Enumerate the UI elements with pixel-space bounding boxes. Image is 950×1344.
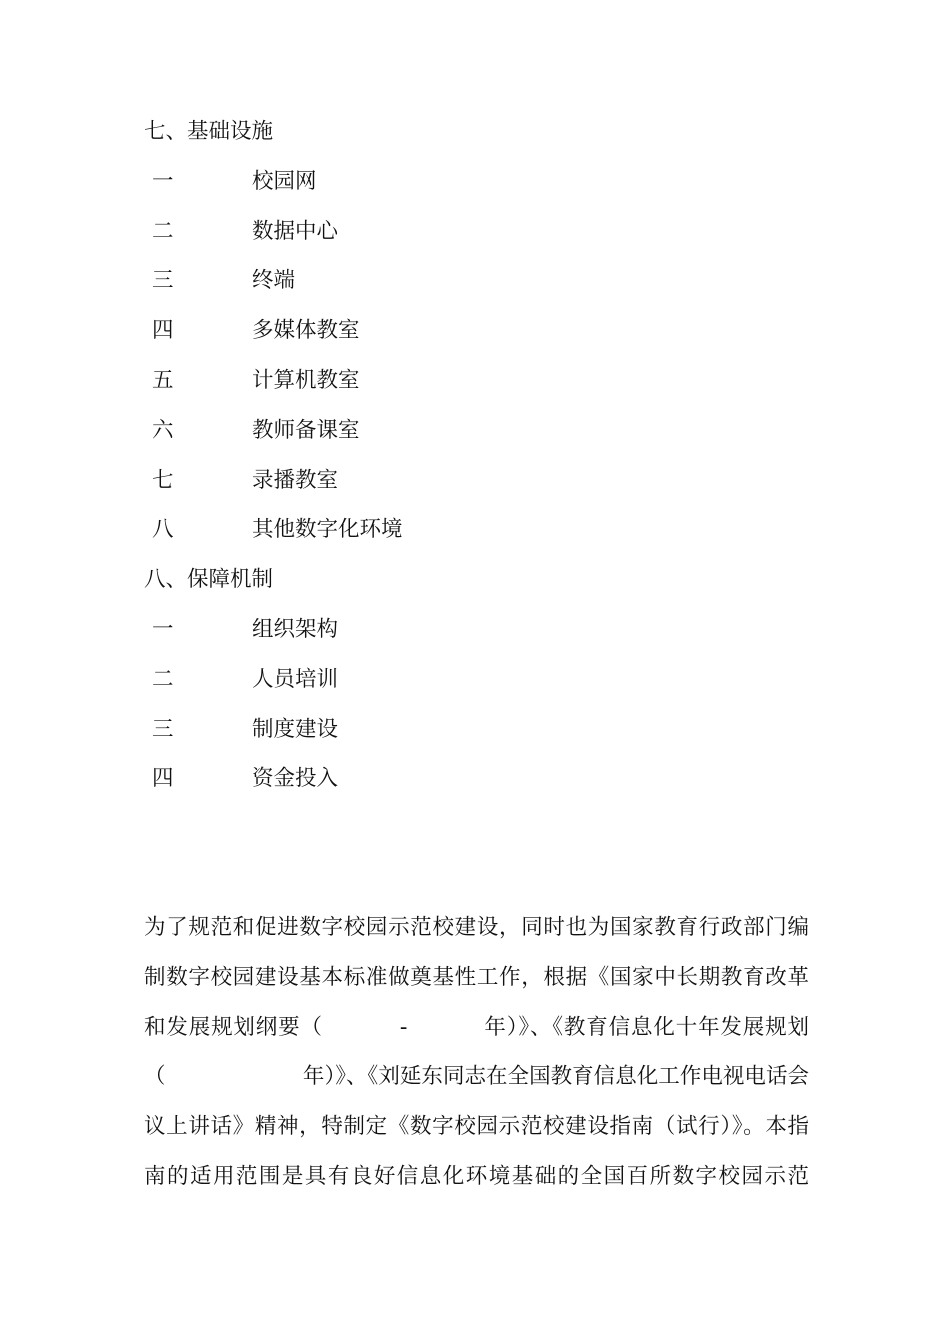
table-of-contents: [144, 113, 844, 810]
item-number: 四: [152, 766, 174, 792]
section-heading-infrastructure: 七、基础设施: [144, 119, 274, 144]
item-label: 计算机教室: [252, 367, 360, 393]
item-number: 一: [152, 168, 174, 194]
item-number: 四: [152, 318, 174, 344]
item-label: 组织架构: [252, 616, 339, 642]
toc-item: [144, 163, 844, 213]
toc-item: [144, 362, 844, 412]
paragraph-line: 和发展规划纲要（ - 年）》、《教育信息化十年发展规划: [144, 1014, 809, 1040]
toc-item: [144, 611, 844, 661]
item-number: 六: [152, 417, 174, 443]
item-label: 录播教室: [252, 467, 339, 493]
toc-item: [144, 213, 844, 263]
item-label: 终端: [252, 268, 296, 294]
item-label: 多媒体教室: [252, 318, 360, 344]
body-paragraph: [144, 908, 809, 1207]
item-number: 一: [152, 616, 174, 642]
item-number: 八: [152, 517, 174, 543]
item-number: 二: [152, 218, 174, 244]
item-number: 五: [152, 367, 174, 393]
paragraph-line: （ 年）》、《刘延东同志在全国教育信息化工作电视电话会: [144, 1064, 809, 1090]
item-label: 校园网: [252, 168, 317, 194]
item-label: 制度建设: [252, 716, 339, 742]
section-heading-safeguards: 八、保障机制: [144, 567, 274, 593]
paragraph-line: 制数字校园建设基本标准做奠基性工作，根据《国家中长期教育改革: [144, 964, 809, 990]
item-label: 数据中心: [252, 218, 339, 244]
toc-item: [144, 760, 844, 810]
item-label: 资金投入: [252, 766, 339, 792]
item-label: 人员培训: [252, 666, 339, 692]
toc-item: [144, 412, 844, 462]
item-label: 其他数字化环境: [252, 517, 403, 543]
paragraph-line: 议上讲话》精神，特制定《数字校园示范校建设指南（试行）》。本指: [144, 1114, 809, 1140]
toc-item: [144, 262, 844, 312]
toc-item: [144, 511, 844, 561]
item-label: 教师备课室: [252, 417, 360, 443]
toc-item: [144, 312, 844, 362]
item-number: 三: [152, 268, 174, 294]
toc-item: [144, 711, 844, 761]
toc-item: [144, 661, 844, 711]
toc-item: [144, 462, 844, 512]
item-number: 二: [152, 666, 174, 692]
item-number: 三: [152, 716, 174, 742]
paragraph-line: 南的适用范围是具有良好信息化环境基础的全国百所数字校园示范: [144, 1163, 809, 1189]
paragraph-line: 为了规范和促进数字校园示范校建设，同时也为国家教育行政部门编: [144, 915, 809, 940]
item-number: 七: [152, 467, 174, 493]
